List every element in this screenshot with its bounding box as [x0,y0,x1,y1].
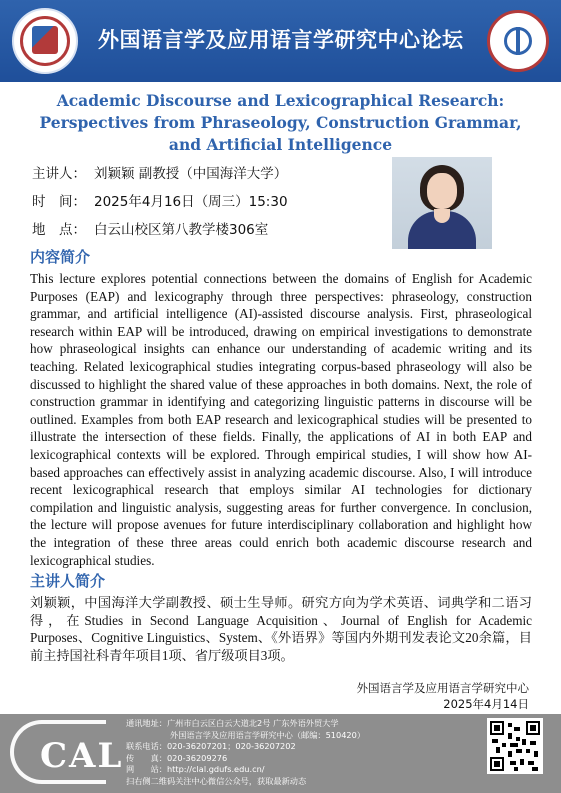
footer [0,714,561,793]
phone-value: 020-36207201；020-36207202 [166,741,296,752]
contact-info [126,718,365,788]
time-line [32,190,288,210]
phone-label: 联系电话： [126,741,167,752]
qr-code-icon [487,718,543,774]
fax-label: 传 真： [126,752,167,763]
address-value: 广州市白云区白云大道北2号 广东外语外贸大学 [166,718,339,728]
title-line: Academic Discourse and Lexicographical Research: [56,91,505,110]
cal-logo: CAL [40,736,124,776]
fax-value: 020-36209276 [166,752,228,763]
title-line: Perspectives from Phraseology, Construction Grammar, [39,113,522,132]
address-value-2: 外国语言学及应用语言学研究中心（邮编：510420） [170,729,366,740]
lecture-title [20,90,541,156]
address-label: 通讯地址： [126,718,167,728]
center-logo-icon [12,8,78,74]
signoff-date: 2025年4月14日 [443,697,529,711]
place-value: 白云山校区第八教学楼306室 [94,222,269,238]
header-title: 外国语言学及应用语言学研究中心论坛 [98,28,464,52]
title-line: and Artificial Intelligence [168,135,393,154]
place-label: 地 点： [32,222,86,238]
header-banner [0,0,561,82]
university-seal-icon [487,10,549,72]
web-label: 网 站： [126,764,167,775]
bio-heading: 主讲人简介 [30,572,106,590]
abstract-text: This lecture explores potential connections between the domains of English for Academic Purposes (EAP) and lexicography through three perspectives: phraseology, construction grammar, and artificial intelligence (AI)-assisted discourse analysis. First, phraseological research within EAP will be introduced, drawing on empirical investigations to demonstrate how phraseological insights can enhance our understanding of academic writing and its teaching. Related lexicographical studies integrating corpus-based phraseology will also be discussed to highlight the shared value of these approaches in both domains. Next, the role of construction grammar in identifying and categorizing linguistic patterns in discourse will be outlined. Examples from both EAP research and lexicographical studies will be presented to illustrate the intersection of these fields. Finally, the applications of AI in both EAP and lexicographical contexts will be explored. Through empirical studies, I will show how AI-based approaches can effectively assist in analyzing academic discourse. Also, I will introduce recent lexicographical research that employs similar AI technologies for dictionary compilation and linguistic analysis, suggesting areas for further convergence. In conclusion, the lecture will propose avenues for future interdisciplinary collaboration and highlight how the integration of these three areas could enrich both academic discourse research and lexicographical studies. [30,271,532,568]
speaker-value: 刘颖颖 副教授（中国海洋大学） [94,166,288,182]
time-label: 时 间： [32,194,86,210]
bio-text: 刘颖颖，中国海洋大学副教授、硕士生导师。研究方向为学术英语、词典学和二语习得，在Studies in Second Language Acquisition、Journal of English for Academic Purposes、Cognitive Linguistics、System、《外语界》等国内外期刊发表论文20余篇，目前主持国社科青年项目1项、省厅级项目3项。 [30,595,532,663]
qr-note: 扫右侧二维码关注中心微信公众号，获取最新动态 [126,775,307,786]
web-value[interactable]: http://clal.gdufs.edu.cn/ [166,764,265,775]
speaker-line [32,162,287,182]
time-value: 2025年4月16日（周三）15:30 [94,194,288,210]
speaker-photo [392,157,492,249]
abstract-heading: 内容简介 [30,248,91,266]
signoff-org: 外国语言学及应用语言学研究中心 [356,681,529,695]
speaker-label: 主讲人： [32,166,86,182]
place-line [32,218,268,238]
